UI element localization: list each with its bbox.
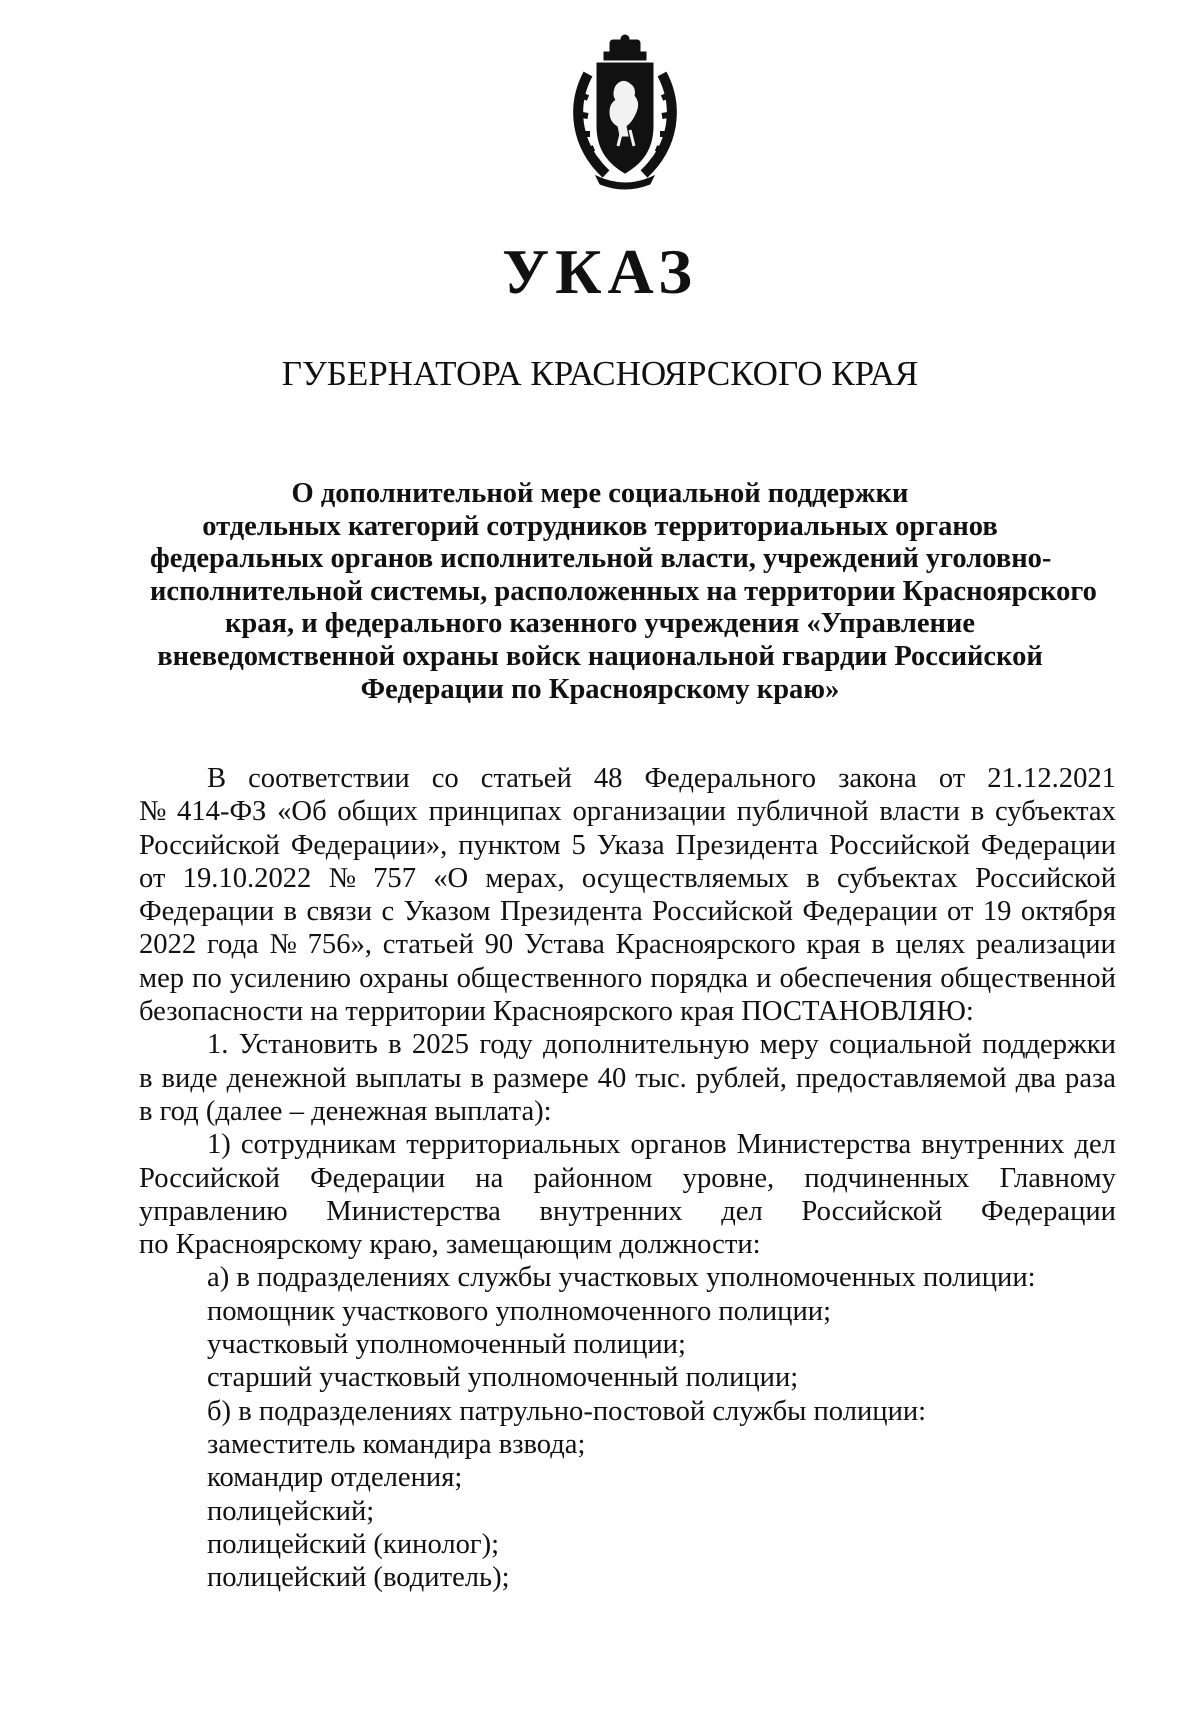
list-item: участковый уполномоченный полиции; <box>207 1329 686 1361</box>
word: подчиненных <box>804 1162 970 1194</box>
word: от <box>938 763 966 794</box>
word: 19 <box>982 896 1012 928</box>
word: предоставляемой <box>795 1062 1007 1094</box>
justified-line <box>139 1195 1116 1228</box>
word: закона <box>838 763 917 794</box>
word: мерах, <box>485 862 565 894</box>
list-item: полицейский; <box>207 1495 375 1527</box>
document-body <box>139 762 1116 1594</box>
word: на <box>475 1162 504 1194</box>
word: рублей, <box>695 1062 787 1094</box>
word: 1) <box>207 1129 231 1161</box>
justified-line <box>139 862 1116 895</box>
word: размере <box>493 1062 589 1094</box>
justified-line <box>139 962 1116 995</box>
word: Президента <box>675 829 819 861</box>
word: виде <box>161 1062 218 1094</box>
word: меру <box>759 1029 819 1061</box>
word: общественного <box>456 962 643 994</box>
word: мер <box>139 962 185 994</box>
word: дел <box>1074 1129 1116 1161</box>
justified-line <box>139 895 1116 928</box>
heading-line: края, и федерального казенного учреждения «Управление <box>225 608 975 640</box>
justified-line <box>139 1062 1116 1095</box>
justified-line <box>139 1128 1116 1161</box>
word: Федерации <box>980 1195 1116 1227</box>
justified-line <box>139 928 1116 961</box>
word: Устава <box>523 929 605 961</box>
word: № <box>269 929 297 961</box>
word: денежной <box>226 1062 347 1094</box>
list-item: б) в подразделениях патрульно-постовой службы полиции: <box>207 1395 927 1427</box>
word: Российской <box>139 829 280 861</box>
word: уровне, <box>682 1162 775 1194</box>
word: и <box>756 962 772 994</box>
list-item: полицейский (кинолог); <box>207 1528 500 1560</box>
word: В <box>207 763 227 794</box>
document-heading <box>150 478 1097 706</box>
word: районном <box>533 1162 653 1194</box>
document-subtitle: ГУБЕРНАТОРА КРАСНОЯРСКОГО КРАЯ <box>281 354 919 393</box>
coat-of-arms-emblem <box>566 34 684 192</box>
word: по <box>192 962 222 994</box>
list-item: старший участковый уполномоченный полиции; <box>207 1362 799 1394</box>
word: Федерального <box>644 763 817 794</box>
word: октября <box>1020 896 1116 928</box>
word: Президента <box>499 896 643 928</box>
justified-line <box>139 1162 1116 1195</box>
word: «Об <box>277 796 327 828</box>
word: в <box>871 929 885 961</box>
word: 19.10.2022 <box>182 862 312 894</box>
word: в <box>806 862 820 894</box>
justified-line <box>139 1028 1116 1061</box>
heading-line: исполнительной системы, расположенных на территории Красноярского <box>150 575 1097 607</box>
justified-line <box>139 829 1116 862</box>
word: Установить <box>238 1029 378 1061</box>
word: управлению <box>139 1195 288 1227</box>
word: сотрудникам <box>240 1129 397 1161</box>
word: реализации <box>976 929 1116 961</box>
list-item: а) в подразделениях службы участковых уполномоченных полиции: <box>207 1262 1036 1294</box>
positions-list <box>139 1261 1116 1594</box>
word: территориальных <box>406 1129 621 1161</box>
word: в <box>970 796 985 828</box>
justified-line <box>139 795 1116 828</box>
word: в <box>139 1062 153 1094</box>
word: 2025 <box>411 1029 470 1061</box>
preamble-paragraph <box>139 762 1116 995</box>
word: субъектах <box>994 796 1116 828</box>
word: Российской <box>975 862 1116 894</box>
word: субъектах <box>836 862 958 894</box>
word: 40 <box>597 1062 627 1094</box>
word: 1. <box>207 1029 229 1061</box>
word: 414-ФЗ <box>177 796 267 828</box>
word: статьей <box>480 763 572 794</box>
word: Федерации <box>980 829 1116 861</box>
subitem-1-last-line: по Красноярскому краю, замещающим должности: <box>139 1229 761 1261</box>
word: Главному <box>999 1162 1116 1194</box>
heading-line: вневедомственной охраны войск национальной гвардии Российской <box>157 640 1043 672</box>
word: 757 <box>373 862 416 894</box>
word: «О <box>433 862 469 894</box>
list-item: заместитель командира взвода; <box>207 1428 586 1460</box>
word: внутренних <box>921 1129 1065 1161</box>
heading-line: О дополнительной мере социальной поддержки <box>291 478 909 509</box>
word: в <box>470 1062 484 1094</box>
word: Федерации <box>139 896 275 928</box>
word: Красноярского <box>615 929 796 961</box>
word: году <box>479 1029 533 1061</box>
word: 90 <box>484 929 514 961</box>
heading-line: федеральных органов исполнительной власти, учреждений уголовно- <box>150 543 1052 575</box>
word: соответствии <box>248 763 410 794</box>
word: с <box>381 896 395 928</box>
word: организации <box>572 796 726 828</box>
word: от <box>946 896 974 928</box>
word: внутренних <box>539 1195 683 1227</box>
word: выплаты <box>355 1062 462 1094</box>
word: Министерства <box>326 1195 501 1227</box>
word: в <box>388 1029 402 1061</box>
word: общественной <box>940 962 1116 994</box>
word: власти <box>879 796 960 828</box>
word: дополнительную <box>543 1029 750 1061</box>
word: Министерства <box>736 1129 912 1161</box>
item-1-last-line: в год (далее – денежная выплата): <box>139 1095 552 1127</box>
word: Российской <box>829 829 970 861</box>
word: Федерации <box>310 1162 446 1194</box>
word: 48 <box>593 763 623 794</box>
word: связи <box>306 896 373 928</box>
word: 2022 <box>139 929 197 961</box>
word: публичной <box>736 796 869 828</box>
word: обеспечения <box>779 962 933 994</box>
word: целях <box>895 929 966 961</box>
word: 5 <box>571 829 586 861</box>
word: края <box>806 929 861 961</box>
word: поддержки <box>982 1029 1116 1061</box>
subitem-1-paragraph <box>139 1128 1116 1228</box>
document-title: УКАЗ <box>502 236 698 307</box>
word: Федерации <box>802 896 938 928</box>
heading-line: Федерации по Красноярскому краю» <box>360 673 840 705</box>
justified-line <box>139 762 1116 795</box>
word: года <box>206 929 259 961</box>
word: от <box>139 862 166 894</box>
list-item: полицейский (водитель); <box>207 1562 510 1594</box>
word: дел <box>721 1195 763 1227</box>
list-item: командир отделения; <box>207 1462 463 1494</box>
word: Федерации», <box>290 829 448 861</box>
word: принципах <box>428 796 562 828</box>
item-1-paragraph <box>139 1028 1116 1095</box>
word: осуществляемых <box>581 862 789 894</box>
word: два <box>1015 1062 1056 1094</box>
word: охраны <box>359 962 449 994</box>
word: Российской <box>652 896 794 928</box>
word: Указа <box>596 829 665 861</box>
word: Указом <box>403 896 491 928</box>
word: тыс. <box>635 1062 687 1094</box>
word: социальной <box>829 1029 972 1061</box>
word: 756», <box>307 929 372 961</box>
list-item: помощник участкового уполномоченного полиции; <box>207 1295 832 1327</box>
word: органов <box>630 1129 727 1161</box>
heading-line: отдельных категорий сотрудников территориальных органов <box>202 510 998 542</box>
word: в <box>283 896 298 928</box>
word: Российской <box>139 1162 280 1194</box>
word: статьей <box>382 929 474 961</box>
word: 21.12.2021 <box>987 763 1116 794</box>
word: общих <box>337 796 418 828</box>
word: Российской <box>801 1195 943 1227</box>
word: № <box>328 862 356 894</box>
word: пунктом <box>458 829 561 861</box>
preamble-last-line: безопасности на территории Красноярского края ПОСТАНОВЛЯЮ: <box>139 996 974 1028</box>
word: № <box>139 796 167 828</box>
word: усилению <box>229 962 352 994</box>
word: раза <box>1065 1062 1116 1094</box>
word: порядка <box>650 962 749 994</box>
word: со <box>431 763 459 794</box>
